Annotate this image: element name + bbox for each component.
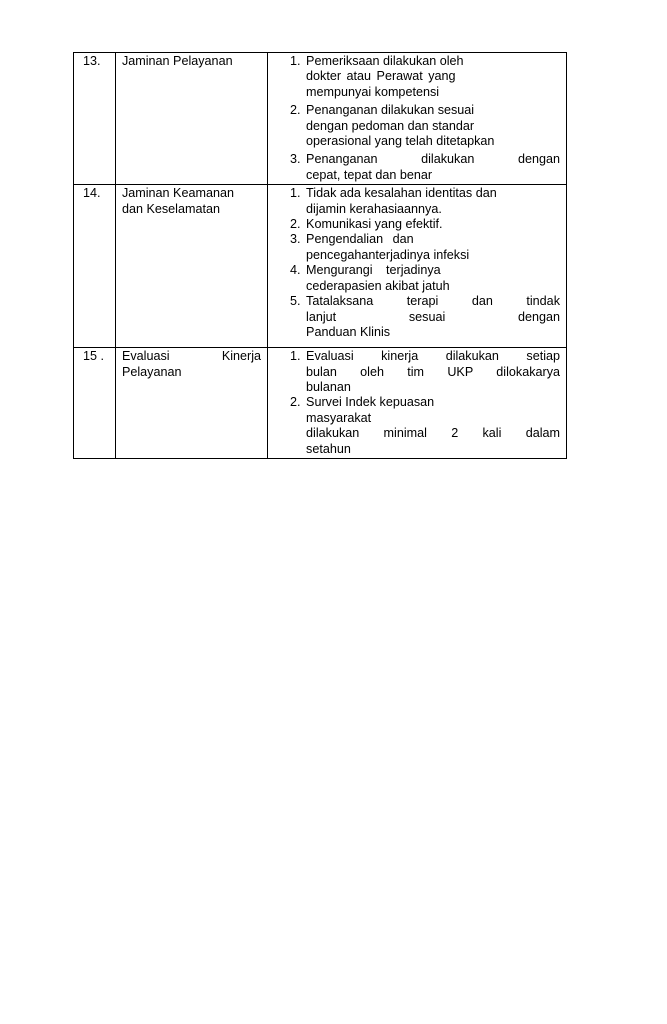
item-line: dijamin kerahasiaannya. xyxy=(306,201,442,216)
list-item xyxy=(274,263,560,294)
row-title-line: Jaminan Keamanan xyxy=(121,186,234,201)
item-number: 2. xyxy=(290,217,301,232)
service-standards-table xyxy=(73,52,567,459)
item-list xyxy=(274,349,560,426)
item-line: Komunikasi yang efektif. xyxy=(306,217,443,232)
row-title-line: Pelayanan xyxy=(121,364,182,379)
item-line: bulan oleh tim UKP dilokakarya xyxy=(306,364,560,379)
item-line: Evaluasi kinerja dilakukan setiap xyxy=(306,349,560,364)
row-title: Jaminan Pelayanan xyxy=(115,53,267,185)
list-item xyxy=(274,395,560,426)
list-item xyxy=(274,217,560,232)
row-number: 13. xyxy=(74,53,116,185)
item-line: Survei Indek kepuasan xyxy=(306,395,435,410)
item-line: bulanan xyxy=(306,380,351,395)
item-number: 5. xyxy=(290,294,301,309)
item-line: Pengendalian dan xyxy=(306,232,414,247)
list-item xyxy=(274,152,560,183)
list-item xyxy=(274,186,560,217)
list-item xyxy=(274,103,560,149)
item-number: 1. xyxy=(290,186,301,201)
row-title xyxy=(115,348,267,459)
table-row xyxy=(74,348,567,459)
item-number: 3. xyxy=(290,152,301,167)
item-number: 3. xyxy=(290,232,301,247)
item-number: 4. xyxy=(290,263,301,278)
item-line: operasional yang telah ditetapkan xyxy=(306,134,495,149)
item-line: pencegahanterjadinya infeksi xyxy=(306,247,470,262)
item-line: Pemeriksaan dilakukan oleh xyxy=(306,54,464,68)
item-line: mempunyai kompetensi xyxy=(306,84,440,99)
row-title-line: dan Keselamatan xyxy=(121,201,220,216)
table-row xyxy=(74,53,567,185)
row-description xyxy=(268,348,567,459)
item-line: masyarakat xyxy=(306,410,372,425)
row-description xyxy=(268,185,567,348)
item-list xyxy=(274,54,560,183)
item-continuation-line: setahun xyxy=(306,441,351,456)
item-line: Panduan Klinis xyxy=(306,324,391,339)
row-title xyxy=(115,185,267,348)
row-number: 14. xyxy=(74,185,116,348)
item-line: Penanganan dilakukan dengan xyxy=(306,152,560,167)
item-number: 1. xyxy=(290,349,301,364)
item-line: cepat, tepat dan benar xyxy=(306,167,433,182)
row-number: 15 . xyxy=(74,348,116,459)
item-number: 2. xyxy=(290,103,301,118)
list-item xyxy=(274,294,560,340)
item-line: dengan pedoman dan standar xyxy=(306,118,475,133)
item-number: 1. xyxy=(290,54,301,68)
list-item xyxy=(274,232,560,263)
item-line: Penanganan dilakukan sesuai xyxy=(306,103,475,118)
item-continuation-line: dilakukan minimal 2 kali dalam xyxy=(306,426,560,441)
item-number: 2. xyxy=(290,395,301,410)
row-title-line: Evaluasi Kinerja xyxy=(121,349,262,364)
list-item xyxy=(274,54,560,100)
item-line: dokter atau Perawat yang xyxy=(306,69,456,84)
item-line: Mengurangi terjadinya xyxy=(306,263,441,278)
item-line: cederapasien akibat jatuh xyxy=(306,278,450,293)
item-list xyxy=(274,186,560,340)
item-line: Tatalaksana terapi dan tindak xyxy=(306,294,560,309)
item-line: Tidak ada kesalahan identitas dan xyxy=(306,186,497,201)
item-line: lanjut sesuai dengan xyxy=(306,309,560,324)
table-row xyxy=(74,185,567,348)
row-description xyxy=(268,53,567,185)
list-item xyxy=(274,349,560,395)
